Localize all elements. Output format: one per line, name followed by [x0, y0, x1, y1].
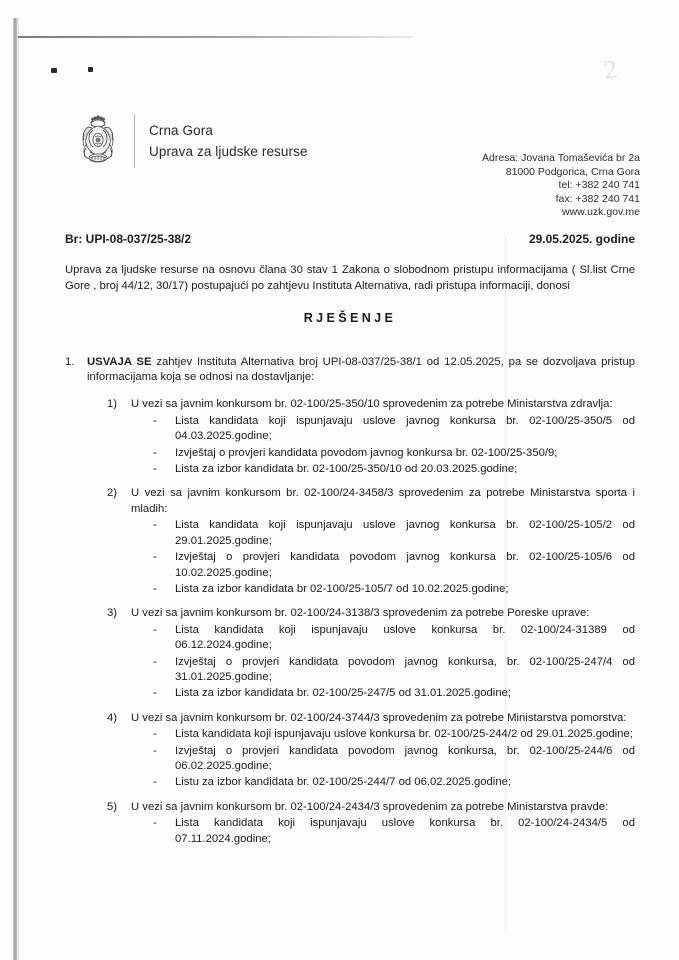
address-website: www.uzk.gov.me	[562, 206, 640, 219]
sub-item-number: 2)	[107, 487, 118, 500]
list-item	[153, 655, 635, 686]
list-item	[153, 744, 635, 775]
address-street: Adresa: Jovana Tomaševića br 2a	[482, 152, 640, 164]
address-tel: tel: +382 240 741	[558, 179, 640, 192]
list-item	[153, 414, 635, 445]
reference-number: Br: UPI-08-037/25-38/2	[65, 232, 192, 246]
staple-mark-icon	[88, 67, 93, 72]
list-item	[153, 518, 635, 549]
list-item	[107, 486, 635, 597]
dash-bullet-icon: -	[153, 582, 157, 595]
document-title: RJEŠENJE	[303, 311, 397, 326]
dash-item-text: Izvještaj o provjeri kandidata povodom javnog konkursa br. 02-100/25-350/9;	[175, 446, 558, 459]
dash-item-text: Lista kandidata koji ispunjavaju uslove konkursa br. 02-100/24-31389 od 06.12.2024.godine;	[175, 623, 635, 652]
sub-item-body	[131, 711, 635, 791]
dash-item-text: Lista za izbor kandidata br. 02-100/25-350/10 od 20.03.2025.godine;	[175, 463, 518, 476]
dash-list	[131, 414, 635, 478]
intro-paragraph: Uprava za ljudske resurse na osnovu člana 30 stav 1 Zakona o slobodnom pristupu informacijama ( Sl.list Crne Gore , broj 44/12, 30/17) postupajući po zahtjevu Instituta Alternativa, radi pristupa informaciji, donosi	[65, 264, 635, 292]
list-item	[153, 775, 635, 790]
dash-item-text: Lista kandidata koji ispunjavaju uslove konkursa br. 02-100/24-2434/5 od 07.11.2024.godine;	[175, 817, 635, 845]
dash-bullet-icon: -	[153, 551, 157, 564]
dash-list	[131, 816, 635, 847]
dash-bullet-icon: -	[153, 817, 157, 830]
dash-bullet-icon: -	[153, 414, 157, 427]
sub-item-body	[131, 606, 635, 701]
list-item	[107, 800, 635, 847]
staple-mark-icon	[51, 68, 57, 73]
dash-bullet-icon: -	[153, 728, 157, 741]
country-name: Crna Gora	[149, 123, 213, 138]
dash-item-text: Izvještaj o provjeri kandidata povodom javnog konkursa, br. 02-100/25-247/4 od 31.01.2025.godine;	[175, 655, 635, 683]
list-item	[153, 446, 635, 461]
sub-item-body	[131, 800, 635, 847]
list-item	[153, 462, 635, 477]
list-item	[153, 686, 635, 701]
dash-bullet-icon: -	[153, 446, 157, 459]
sub-item-number: 5)	[107, 800, 118, 813]
dash-item-text: Lista za izbor kandidata br. 02-100/25-247/5 od 31.01.2025.godine;	[175, 687, 512, 700]
letterhead	[70, 112, 308, 170]
montenegro-coat-of-arms-icon	[70, 112, 126, 170]
institution-name: Uprava za ljudske resurse	[149, 144, 308, 159]
sub-item-heading: U vezi sa javnim konkursom br. 02-100/24-3744/3 sprovedenim za potrebe Ministarstva pomorstva:	[131, 711, 627, 724]
list-item	[153, 582, 635, 597]
reference-line	[65, 232, 635, 247]
dash-item-text: Lista za izbor kandidata br 02-100/25-105/7 od 10.02.2025.godine;	[175, 582, 509, 595]
dash-item-text: Izvještaj o provjeri kandidata povodom javnog konkursa, br. 02-100/25-244/6 od 06.02.2025.godine;	[175, 744, 635, 772]
sub-item-heading: U vezi sa javnim konkursom br. 02-100/24-3138/3 sprovedenim za potrebe Poreske uprave:	[131, 607, 590, 620]
scan-edge-artifact-left-inner	[17, 18, 19, 960]
decision-verb: USVAJA SE	[87, 355, 152, 368]
dash-list	[131, 623, 635, 702]
dash-item-text: Listu za izbor kandidata br. 02-100/25-244/7 od 06.02.2025.godine;	[175, 776, 512, 789]
list-item	[107, 711, 635, 791]
dash-item-text: Lista kandidata koji ispunjavaju uslove konkursa br. 02-100/25-244/2 od 29.01.2025.godine;	[175, 728, 633, 741]
sub-item-heading: U vezi sa javnim konkursom br. 02-100/24-2434/3 sprovedenim za potrebe Ministarstva pravde:	[131, 800, 609, 813]
address-city: 81000 Podgorica, Crna Gora	[505, 165, 640, 178]
document-body	[65, 232, 635, 856]
sub-item-number: 3)	[107, 607, 118, 620]
list-item	[153, 550, 635, 581]
dash-bullet-icon: -	[153, 623, 157, 636]
handwritten-page-mark: 2	[601, 54, 619, 85]
address-fax: fax: +382 240 741	[555, 192, 640, 205]
dash-bullet-icon: -	[153, 687, 157, 700]
dash-bullet-icon: -	[153, 776, 157, 789]
dash-item-text: Izvještaj o provjeri kandidata povodom javnog konkursa br. 02-100/25-105/6 od 10.02.2025.godine;	[175, 551, 635, 579]
decision-item-text	[87, 355, 635, 386]
dash-bullet-icon: -	[153, 655, 157, 668]
address-block	[482, 152, 640, 220]
sub-item-body	[131, 397, 635, 477]
list-item	[107, 606, 635, 701]
list-item	[153, 816, 635, 847]
sub-items-list	[65, 397, 635, 847]
list-item	[107, 397, 635, 477]
document-date: 29.05.2025. godine	[528, 232, 635, 246]
decision-item-number: 1.	[65, 355, 75, 368]
dash-item-text: Lista kandidata koji ispunjavaju uslove javnog konkursa br. 02-100/25-350/5 od 04.03.2025.godine;	[175, 414, 635, 443]
sub-item-body	[131, 486, 635, 597]
dash-list	[131, 518, 635, 597]
dash-bullet-icon: -	[153, 463, 157, 476]
sub-item-number: 1)	[107, 398, 118, 411]
dash-list	[131, 727, 635, 791]
decision-item-rest: zahtjev Instituta Alternativa broj UPI-08-037/25-38/1 od 12.05.2025, pa se dozvoljava pristup informacijama koja se odnosi na dostavljanje:	[87, 355, 636, 384]
dash-bullet-icon: -	[153, 519, 157, 532]
list-item	[153, 727, 635, 742]
decision-item	[65, 355, 635, 386]
sub-item-heading: U vezi sa javnim konkursom br. 02-100/25-350/10 sprovedenim za potrebe Ministarstva zdravlja:	[131, 398, 613, 411]
letterhead-text	[149, 120, 308, 162]
letterhead-divider	[134, 114, 135, 168]
dash-item-text: Lista kandidata koji ispunjavaju uslove javnog konkursa br. 02-100/25-105/2 od 29.01.2025.godine;	[175, 519, 635, 547]
dash-bullet-icon: -	[153, 744, 157, 757]
sub-item-number: 4)	[107, 711, 118, 724]
decision-items	[65, 355, 635, 847]
sub-item-heading: U vezi sa javnim konkursom br. 02-100/24-3458/3 sprovedenim za potrebe Ministarstva sporta i mladih:	[131, 487, 635, 515]
list-item	[153, 623, 635, 654]
scan-edge-artifact-top	[18, 36, 413, 38]
